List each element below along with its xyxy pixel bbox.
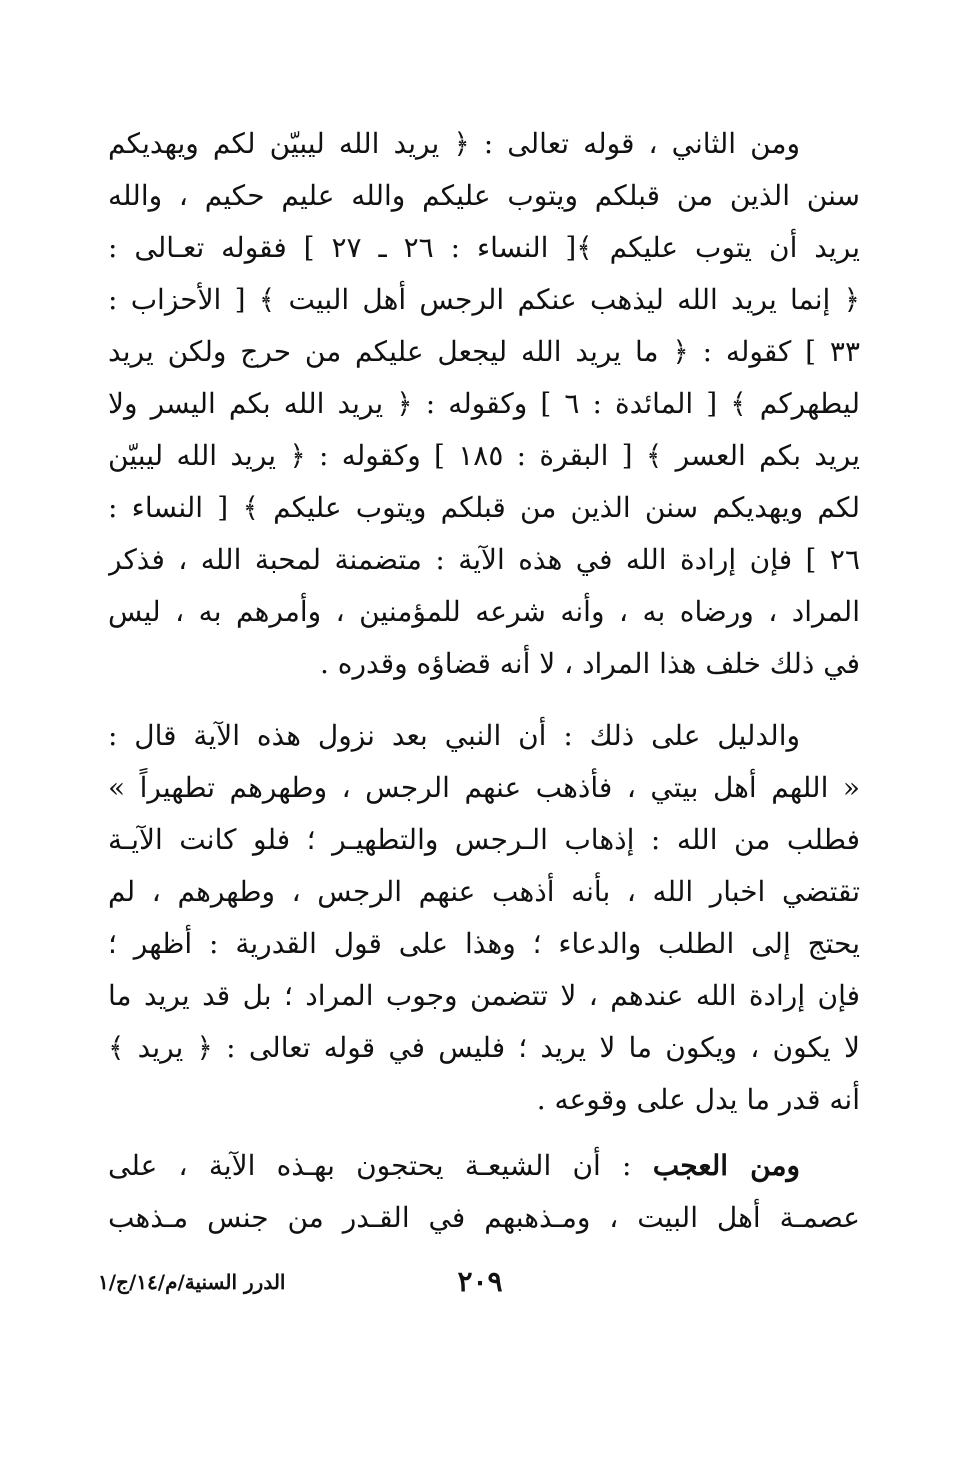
paragraph-line: يريد بكم العسر ﴾ [ البقرة : ١٨٥ ] وكقوله : ﴿ يريد الله ليبيّن — [108, 439, 860, 472]
paragraph-line: لكم ويهديكم سنن الذين من قبلكم ويتوب عليكم ﴾ [ النساء : — [108, 491, 860, 524]
paragraph-line: المراد ، ورضاه به ، وأنه شرعه للمؤمنين ، وأمرهم به ، ليس — [108, 595, 860, 628]
paragraph-3 — [108, 1140, 860, 1244]
paragraph-line: يحتج إلى الطلب والدعاء ؛ وهذا على قول القدرية : أظهر ؛ — [108, 927, 860, 960]
paragraph-line: عصمـة أهل البيت ، ومـذهبهم في القـدر من جنس مـذهب — [108, 1201, 860, 1234]
page-footer — [0, 1262, 956, 1302]
paragraph-1 — [108, 118, 860, 690]
page-number: ٢٠٩ — [457, 1265, 503, 1298]
paragraph-line — [108, 1140, 860, 1192]
paragraph-line: ٢٦ ] فإن إرادة الله في هذه الآية : متضمنة لمحبة الله ، فذكر — [108, 543, 860, 576]
paragraph-line: فطلب من الله : إذهاب الـرجس والتطهيـر ؛ فلو كانت الآيـة — [108, 823, 860, 856]
paragraph-line: يريد أن يتوب عليكم ﴾[ النساء : ٢٦ ـ ٢٧ ] فقوله تعـالى : — [108, 231, 860, 264]
paragraph-line: فإن إرادة الله عندهم ، لا تتضمن وجوب المراد ؛ بل قد يريد ما — [108, 979, 860, 1012]
paragraph-line-rest: : أن الشيعـة يحتجون بهـذه الآية ، على — [108, 1149, 653, 1182]
paragraph-line: ليطهركم ﴾ [ المائدة : ٦ ] وكقوله : ﴿ يريد الله بكم اليسر ولا — [108, 387, 860, 420]
source-reference: الدرر السنية/م/١٤/ج/١ — [98, 1270, 286, 1294]
paragraph-lead-phrase: ومن العجب — [652, 1149, 801, 1182]
paragraph-line: « اللهم أهل بيتي ، فأذهب عنهم الرجس ، وطهرهم تطهيراً » — [108, 771, 860, 804]
paragraph-2 — [108, 710, 860, 1126]
paragraph-line: أنه قدر ما يدل على وقوعه . — [536, 1083, 860, 1116]
paragraph-line: سنن الذين من قبلكم ويتوب عليكم والله عليم حكيم ، والله — [108, 179, 860, 212]
paragraph-line: ٣٣ ] كقوله : ﴿ ما يريد الله ليجعل عليكم من حرج ولكن يريد — [108, 335, 860, 368]
paragraph-line: لا يكون ، ويكون ما لا يريد ؛ فليس في قوله تعالى : ﴿ يريد ﴾ — [108, 1031, 860, 1064]
paragraph-line: والدليل على ذلك : أن النبي بعد نزول هذه الآية قال : — [108, 719, 800, 752]
paragraph-line: في ذلك خلف هذا المراد ، لا أنه قضاؤه وقدره . — [320, 647, 860, 680]
paragraph-line: ومن الثاني ، قوله تعالى : ﴿ يريد الله ليبيّن لكم ويهديكم — [108, 127, 800, 160]
paragraph-line: ﴿ إنما يريد الله ليذهب عنكم الرجس أهل البيت ﴾ [ الأحزاب : — [108, 283, 860, 316]
paragraph-line: تقتضي اخبار الله ، بأنه أذهب عنهم الرجس ، وطهرهم ، لم — [108, 875, 860, 908]
